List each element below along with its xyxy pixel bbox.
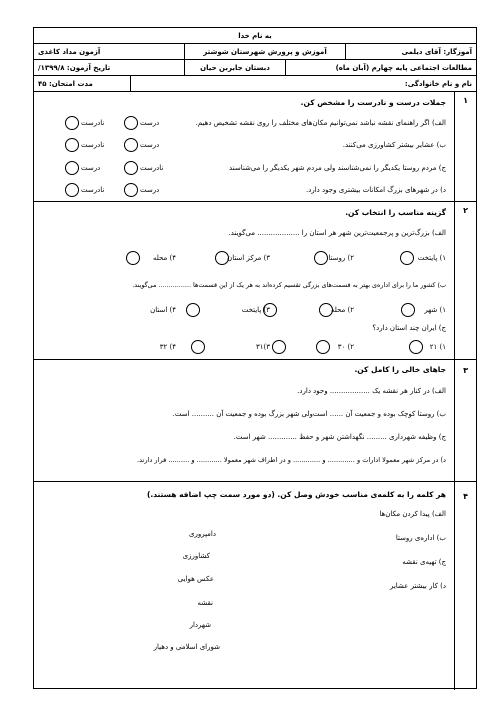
q1-item-a: الف) اگر راهنمای نقشه نباشد نمی‌توانیم مکان‌های مختلف را روی نقشه تشخیص دهیم. (195, 119, 446, 127)
q4-left-item-1: دامپروری (188, 530, 216, 538)
q2-b-option-3[interactable] (263, 303, 277, 317)
q1-c-false-label: نادرست (140, 164, 164, 172)
q3-item-b: ب) روستا کوچک بوده و جمعیت آن ...... است‌ولی شهر بزرگ بوده و جمعیت آن .......... است. (172, 410, 446, 418)
q1-c-true-label: درست (81, 164, 101, 172)
q2-a-option-1[interactable] (400, 251, 414, 265)
exam-type: آزمون مداد کاغذی (38, 47, 101, 56)
q2-c-text: ج) ایران چند استان دارد؟ (372, 324, 446, 332)
q1-d-true-option[interactable] (124, 183, 138, 197)
question-1 (34, 92, 476, 202)
q3-item-c: ج) وظیفه شهرداری ......... نگهداشتن شهر و حفظ ............. شهر است. (233, 433, 446, 441)
question-3-title: جاهای خالی را کامل کن. (354, 365, 446, 374)
q2-c-option-3-label: ۳)۳۱ (255, 343, 270, 351)
q2-a-text: الف) بزرگ‌ترین و پرجمعیت‌ترین شهر هر استان را ................... می‌گویند. (228, 229, 446, 237)
q2-a-option-4[interactable] (126, 251, 140, 265)
q2-a-option-2-label: ۲) روستا (328, 254, 354, 262)
q2-a-option-1-label: ۱) پایتخت (417, 254, 446, 262)
q1-item-c: ج) مردم روستا یکدیگر را نمی‌شناسند ولی مردم شهر یکدیگر را می‌شناسند (229, 164, 446, 172)
q1-a-false-option[interactable] (65, 116, 79, 130)
q4-left-item-2: کشاورزی (182, 552, 210, 560)
question-1-number: ۱ (454, 92, 476, 201)
header-info-row-1 (34, 44, 476, 60)
q2-b-option-2[interactable] (319, 303, 333, 317)
q4-right-item-a: الف) پیدا کردن مکان‌ها (379, 510, 446, 518)
q1-a-false-label: نادرست (81, 119, 105, 127)
question-4-title: هر کلمه را به کلمه‌ی مناسب خودش وصل کن. (دو مورد سمت چپ اضافه هستند.) (146, 490, 446, 499)
q2-c-option-1[interactable] (409, 340, 423, 354)
q2-a-option-3[interactable] (215, 251, 229, 265)
q4-left-item-6: شورای اسلامی و دهیار (153, 643, 220, 651)
q2-c-option-1-label: ۱) ۲۱ (429, 343, 446, 351)
q1-item-b: ب) عشایر بیشتر کشاورزی می‌کنند. (342, 141, 446, 149)
q1-b-true-option[interactable] (124, 138, 138, 152)
q2-b-option-1-label: ۱) شهر (424, 306, 446, 314)
header-bismillah: به نام خدا (238, 31, 272, 40)
q2-c-option-4[interactable] (191, 340, 205, 354)
q1-b-false-option[interactable] (65, 138, 79, 152)
header-info-row-2 (34, 60, 476, 76)
q2-b-option-2-label: ۲) محله (330, 306, 354, 314)
q3-item-a: الف) در کنار هر نقشه یک .................. وجود دارد. (297, 387, 446, 395)
q4-right-item-c: ج) تهیه‌ی نقشه (402, 558, 446, 566)
q1-b-true-label: درست (140, 141, 160, 149)
q4-left-item-5: شهردار (189, 621, 211, 629)
q4-left-item-4: نقشه (197, 599, 213, 607)
question-2-title: گزینه مناسب را انتخاب کن. (345, 208, 446, 217)
exam-duration: مدت امتحان: ۴۵ (38, 79, 93, 88)
subject-name: مطالعات اجتماعی پایه چهارم (آبان ماه) (335, 63, 472, 72)
exam-sheet (33, 27, 477, 689)
question-2 (34, 202, 476, 360)
q2-c-option-3[interactable] (272, 340, 286, 354)
q2-c-option-2-label: ۲) ۳۰ (337, 343, 354, 351)
department-name: آموزش و پرورش شهرستان شوشتر (203, 47, 327, 56)
question-2-number: ۲ (454, 202, 476, 359)
q1-c-true-option[interactable] (65, 161, 79, 175)
q2-a-option-2[interactable] (314, 251, 328, 265)
q4-right-item-b: ب) اداره‌ی روستا (395, 534, 446, 542)
question-4 (34, 482, 476, 690)
q1-b-false-label: نادرست (81, 141, 105, 149)
q2-b-option-4-label: ۴) استان (150, 306, 176, 314)
q1-d-false-label: نادرست (81, 186, 105, 194)
school-name: دبستان جابربن حیان (200, 63, 270, 72)
q1-item-d: د) در شهرهای بزرگ امکانات بیشتری وجود دارد. (306, 186, 446, 194)
q2-c-option-2[interactable] (316, 340, 330, 354)
q2-a-option-3-label: ۳) مرکز استان (227, 254, 270, 262)
q2-b-option-4[interactable] (186, 303, 200, 317)
q2-c-option-4-label: ۴) ۳۲ (159, 343, 176, 351)
question-3-number: ۳ (454, 360, 476, 481)
exam-date: تاریخ آزمون: ۱۳۹۹/۸/ (38, 63, 111, 72)
q2-b-text: ب) کشور ما را برای اداره‌ی بهتر به قسمت‌های بزرگی تقسیم کرده‌اند به هر یک از این قسمت‌ها ................ می‌گویند. (132, 281, 446, 289)
header-title-row (34, 28, 476, 44)
q2-a-option-4-label: ۴) محله (152, 254, 176, 262)
question-1-title: جملات درست و نادرست را مشخص کن. (300, 98, 446, 107)
q1-d-false-option[interactable] (65, 183, 79, 197)
q4-right-item-d: د) کار بیشتر عشایر (389, 582, 446, 590)
question-4-number: ۴ (454, 482, 476, 690)
q2-b-option-1[interactable] (401, 303, 415, 317)
q1-d-true-label: درست (140, 186, 160, 194)
header-info-row-3 (34, 76, 476, 92)
q2-b-option-3-label: ۳) پایتخت (241, 306, 270, 314)
teacher-name: آموزگار: آقای دیلمی (401, 47, 472, 56)
q4-left-item-3: عکس هوایی (177, 575, 214, 583)
q3-item-d: د) در مرکز شهر معمولا ادارات و ............. و ............. و در اطراف شهر معمولا ............ و .......... قرار دارند. (136, 456, 446, 464)
q1-a-true-label: درست (140, 119, 160, 127)
q1-a-true-option[interactable] (124, 116, 138, 130)
question-3 (34, 360, 476, 482)
q1-c-false-option[interactable] (124, 161, 138, 175)
student-name-field: نام و نام خانوادگی: (404, 79, 472, 88)
